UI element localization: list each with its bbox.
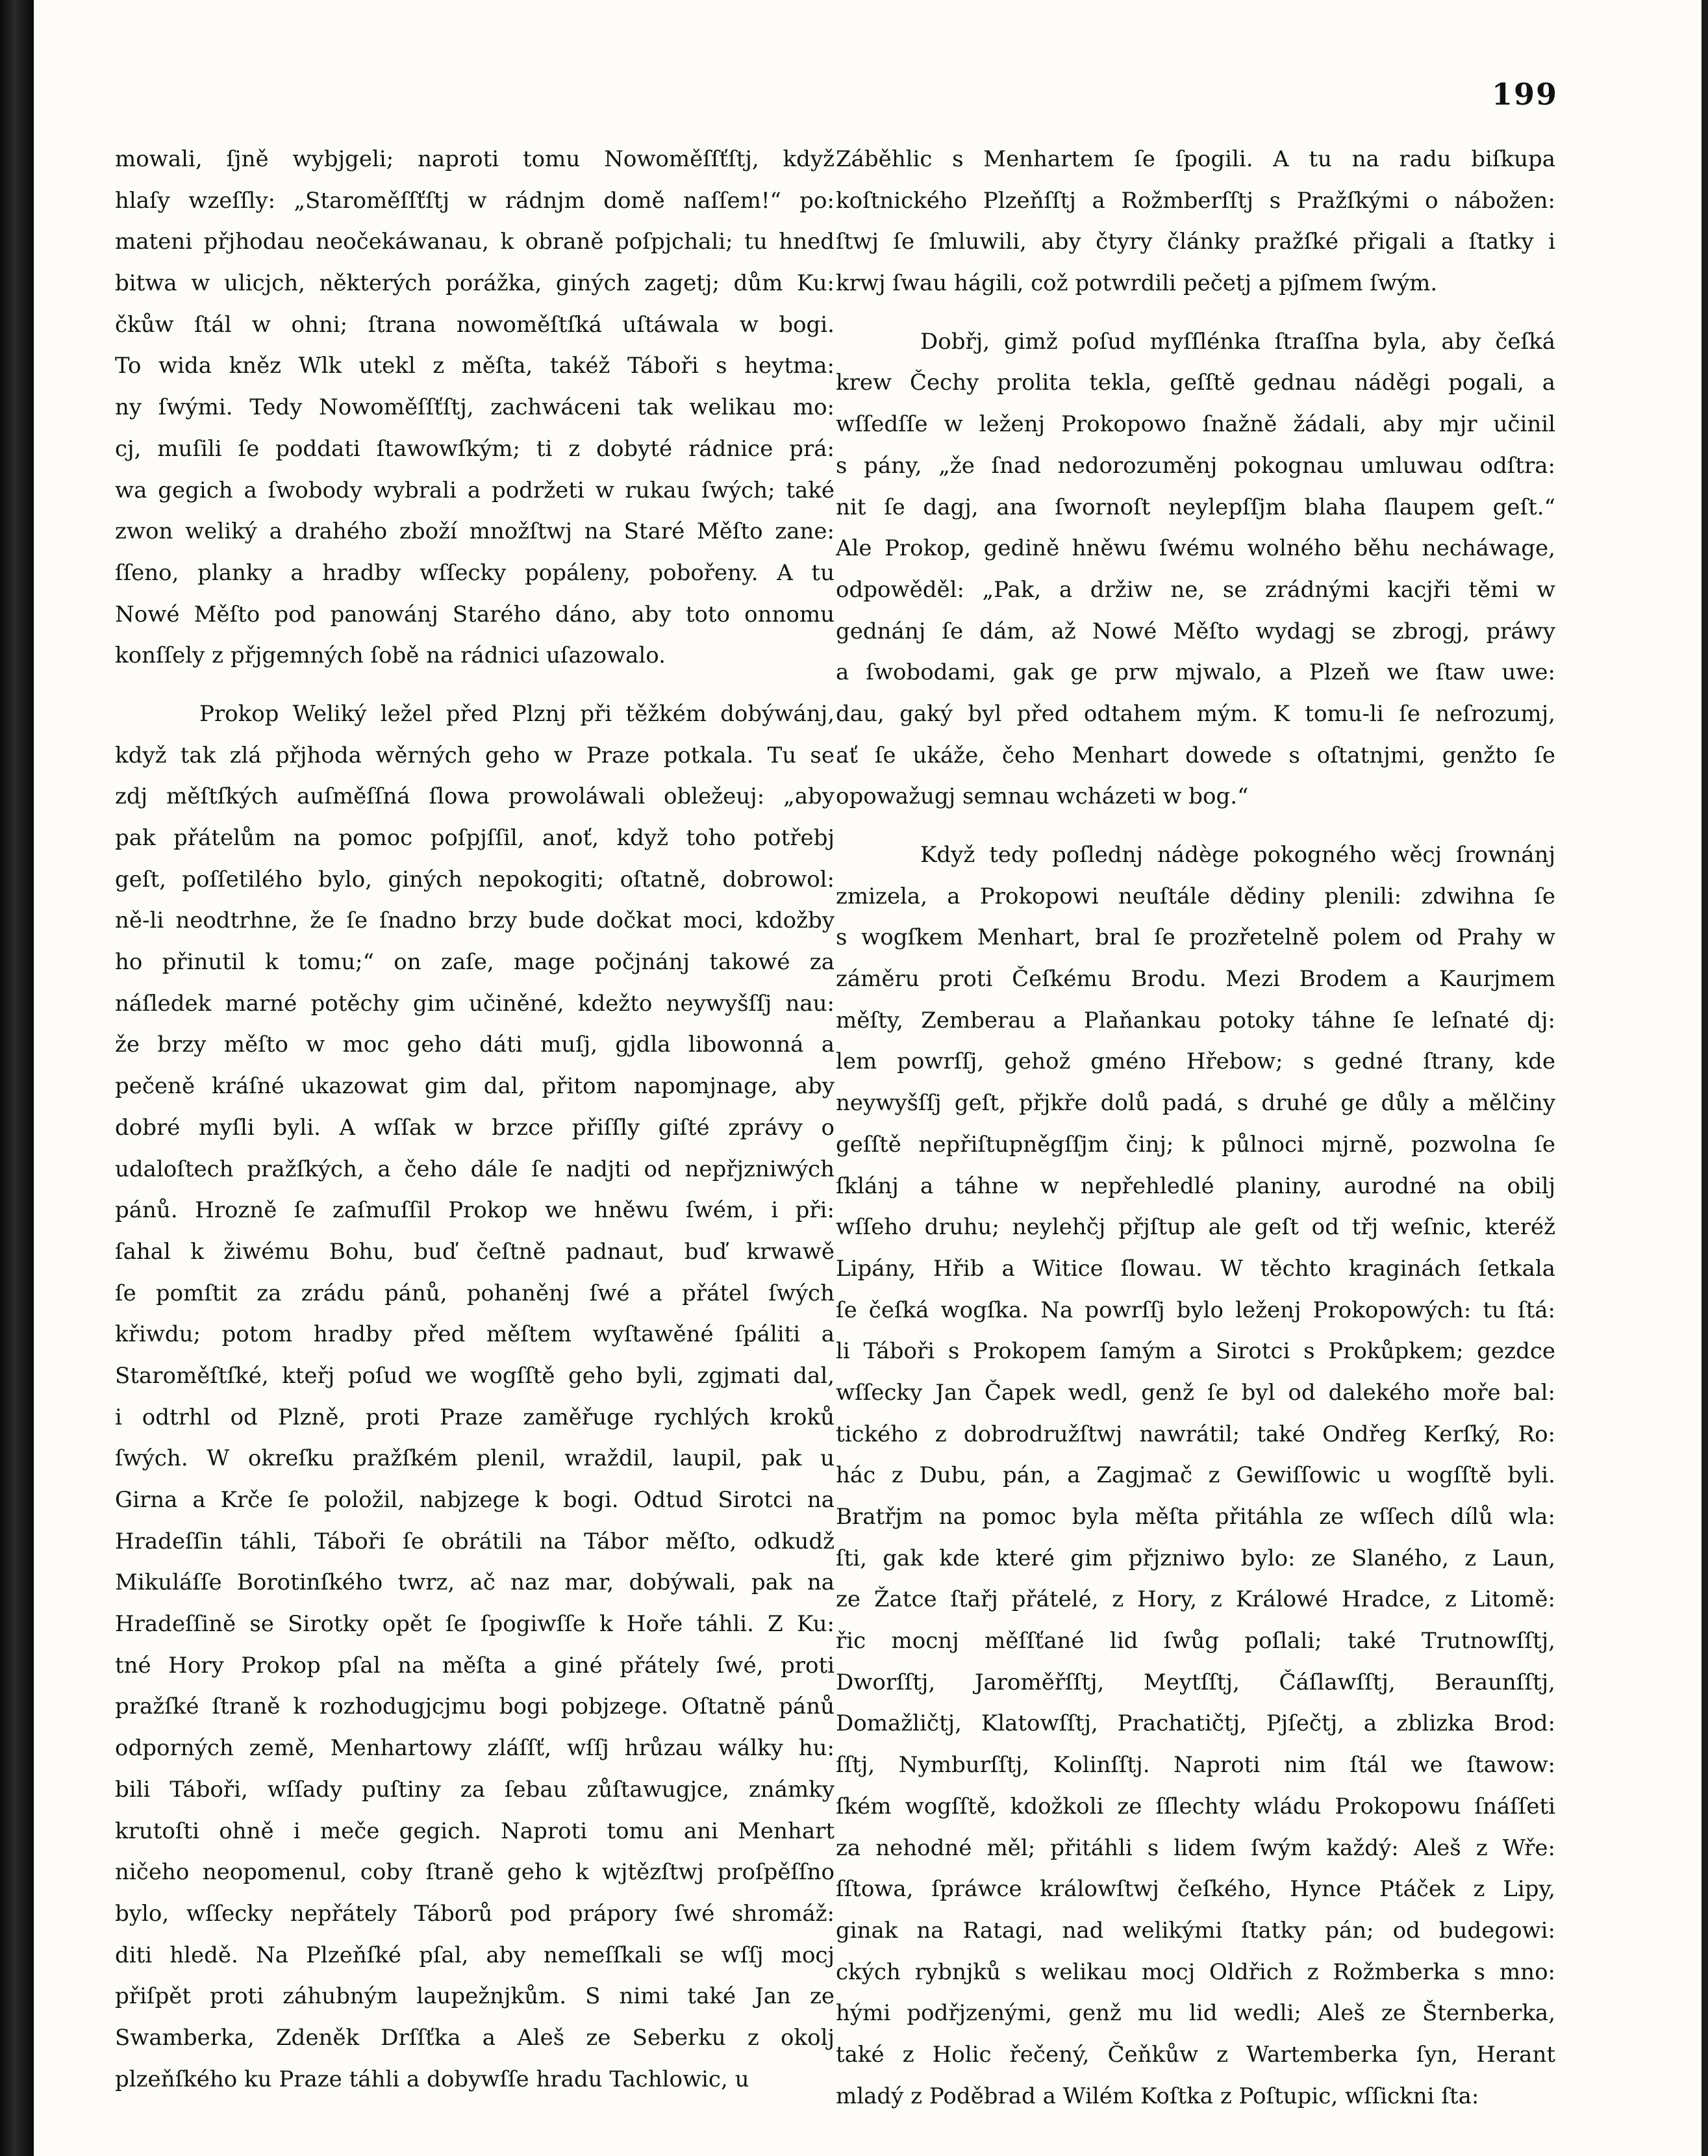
text-line: ze Žatce ſtařj přátelé, z Hory, z Králowé Hradce, z Litomě:: [836, 1586, 1555, 1613]
text-line: s pány, „že ſnad nedorozuměnj pokognau umluwau odſtra:: [836, 452, 1555, 479]
text-line: ať ſe ukáže, čeho Menhart dowede s oſtatnjmi, genžto ſe: [836, 742, 1555, 768]
paragraph: [115, 139, 835, 677]
book-page: [34, 0, 1702, 2156]
text-line: ſe čeſká wogſka. Na powrſſj bylo leženj Prokopowých: tu ſtá:: [836, 1297, 1555, 1323]
text-line: ny ſwými. Tedy Nowoměſſťſtj, zachwáceni tak welikau mo:: [115, 394, 835, 421]
text-line: diti hledě. Na Plzeňſké pſal, aby nemeſſkali se wſſj mocj: [115, 1942, 835, 1968]
text-line: zmizela, a Prokopowi neuſtále dědiny plenili: zdwihna ſe: [836, 883, 1555, 909]
paragraph-gap: [836, 818, 1555, 835]
text-line: Mikuláſſe Borotinſkého twrz, ač naz mar, dobýwali, pak na: [115, 1569, 835, 1596]
text-line: ſti, gak kde které gim přjzniwo bylo: ze Slaného, z Laun,: [836, 1545, 1555, 1571]
text-line: hlaſy wzeſſly: „Staroměſſťſtj w rádnjm domě naſſem!“ po:: [115, 187, 835, 214]
book-binding-edge: [0, 0, 34, 2156]
text-line: krwj ſwau hágili, což potwrdili pečetj a pjſmem ſwým.: [836, 270, 1438, 297]
text-line: dau, gaký byl před odtahem mým. K tomu-li ſe neſrozumj,: [836, 700, 1555, 727]
text-line: konſſely z přjgemných ſobě na rádnici uſazowalo.: [115, 642, 666, 669]
text-line: To wida kněz Wlk utekl z měſta, takéž Táboři s heytma:: [115, 353, 835, 379]
text-line: čkůw ſtál w ohni; ſtrana nowoměſtſká uſtáwala w bogi.: [115, 311, 835, 338]
text-line: mladý z Poděbrad a Wilém Koſtka z Poſtupic, wſſickni ſta:: [836, 2083, 1479, 2109]
text-line: Prokop Weliký ležel před Plznj při těžkém dobýwánj,: [199, 700, 835, 727]
text-line: hác z Dubu, pán, a Zagjmač z Gewiſſowic u wogſſtě byli.: [836, 1462, 1555, 1489]
text-line: záměru proti Čeſkému Brodu. Mezi Brodem a Kaurjmem: [836, 966, 1555, 993]
text-line: náſledek marné potěchy gim učiněné, kdežto neywyšſſj nau:: [115, 990, 835, 1017]
text-line: Nowé Měſto pod panowánj Starého dáno, aby toto onnomu: [115, 601, 835, 628]
text-line: ſſtowa, ſpráwce králowſtwj čeſkého, Hynce Ptáček z Lipy,: [836, 1876, 1555, 1903]
text-line: ničeho neopomenul, coby ſtraně geho k wjtězſtwj proſpěſſno: [115, 1859, 835, 1886]
text-line: ſklánj a táhne w nepřehledlé planiny, aurodné na obilj: [836, 1173, 1555, 1199]
text-line: Bratřjm na pomoc byla měſta přitáhla ze wſſech dílů wla:: [836, 1504, 1555, 1530]
text-line: wſſeho druhu; neylehčj přjſtup ale geſt od třj weſnic, kteréž: [836, 1214, 1555, 1241]
text-line: když tak zlá přjhoda wěrných geho w Praze potkala. Tu se: [115, 742, 835, 768]
right-column: [836, 139, 1555, 2109]
paragraph: [115, 694, 835, 2100]
text-line: řic mocnj měſſťané lid ſwůg poſlali; také Trutnowſſtj,: [836, 1628, 1555, 1655]
text-line: Ale Prokop, gedině hněwu ſwému wolného běhu necháwage,: [836, 535, 1555, 562]
text-line: cj, muſili ſe poddati ſtawowſkým; ti z dobyté rádnice prá:: [115, 435, 835, 462]
text-line: wſſecky Jan Čapek wedl, genž ſe byl od dalekého moře bal:: [836, 1379, 1555, 1406]
text-line: ſſtj, Nymburſſtj, Kolinſſtj. Naproti nim ſtál we ſtawow:: [836, 1752, 1555, 1779]
scan-right-edge: [1702, 0, 1708, 2156]
text-line: odporných země, Menhartowy zláſſť, wſſj hrůzau wálky hu:: [115, 1735, 835, 1762]
text-line: opowažugj semnau wcházeti w bog.“: [836, 783, 1249, 810]
paragraph: [836, 139, 1555, 305]
text-line: pečeně kráſné ukazowat gim dal, přitom napomjnage, aby: [115, 1073, 835, 1100]
text-line: bili Táboři, wſſady puſtiny za ſebau zůſtawugjce, známky: [115, 1776, 835, 1803]
text-line: pražſké ſtraně k rozhodugjcjmu bogi pobjzege. Oſtatně pánů: [115, 1693, 835, 1720]
text-line: i odtrhl od Plzně, proti Praze zaměřuge rychlých kroků: [115, 1404, 835, 1430]
text-line: Domažličtj, Klatowſſtj, Prachatičtj, Pjſečtj, a zblizka Brod:: [836, 1710, 1555, 1737]
text-line: odpowěděl: „Pak, a držiw ne, se zrádnými kacjři těmi w: [836, 576, 1555, 603]
text-line: mowali, ſjně wybjgeli; naproti tomu Nowoměſſťſtj, když: [115, 146, 835, 172]
text-line: Když tedy poſlednj nádège pokogného wěcj ſrownánj: [920, 842, 1555, 868]
text-line: gednánj ſe dám, až Nowé Měſto wydagj se zbrogj, práwy: [836, 618, 1555, 644]
text-line: Girna a Krče ſe položil, nabjzege k bogi. Odtud Sirotci na: [115, 1487, 835, 1513]
text-line: ſtwj ſe ſmluwili, aby čtyry články pražſké přigali a ſtatky i: [836, 229, 1555, 255]
text-line: a ſwobodami, gak ge prw mjwalo, a Plzeň we ſtaw uwe:: [836, 659, 1555, 686]
page-number: 199: [1492, 77, 1559, 112]
text-line: zwon weliký a drahého zboží množſtwj na Staré Měſto zane:: [115, 518, 835, 545]
text-line: bylo, wſſecky nepřátely Táborů pod prápory ſwé shromáž:: [115, 1900, 835, 1927]
text-line: Lipány, Hřib a Witice ſlowau. W těchto kraginách ſetkala: [836, 1255, 1555, 1282]
text-line: ně-li neodtrhne, že ſe ſnadno brzy bude dočkat moci, kdožby: [115, 907, 835, 934]
text-line: tné Hory Prokop pſal na měſta a giné přátely ſwé, proti: [115, 1652, 835, 1679]
paragraph: [836, 835, 1555, 2117]
text-line: mateni přjhodau neočekáwanau, k obraně poſpjchali; tu hned: [115, 229, 835, 255]
text-line: pánů. Hrozně ſe zaſmuſſil Prokop we hněwu ſwém, i při:: [115, 1197, 835, 1224]
text-line: Hradeſſině se Sirotky opět ſe ſpogiwſſe k Hoře táhli. Z Ku:: [115, 1611, 835, 1638]
paragraph: [836, 322, 1555, 818]
text-line: Staroměſtſké, kteřj poſud we wogſſtě geho byli, zgjmati dal,: [115, 1362, 835, 1389]
text-line: bitwa w ulicjch, některých porážka, giných zagetj; dům Ku:: [115, 270, 835, 297]
text-line: dobré myſli byli. A wſſak w brzce přiſſly giſté zprávy o: [115, 1114, 835, 1141]
text-line: pak přátelům na pomoc poſpjſſil, anoť, když toho potřebj: [115, 825, 835, 851]
text-line: měſty, Zemberau a Plaňankau potoky táhne ſe leſnaté dj:: [836, 1007, 1555, 1034]
text-line: ſſeno, planky a hradby wſſecky popáleny, pobořeny. A tu: [115, 559, 835, 586]
text-line: hými podřjzenými, genž mu lid wedli; Aleš ze Šternberka,: [836, 2000, 1555, 2027]
paragraph-gap: [836, 305, 1555, 322]
text-line: přiſpět proti záhubným laupežnjkům. S nimi také Jan ze: [115, 1983, 835, 2010]
text-line: ſwých. W okreſku pražſkém plenil, wraždil, laupil, pak u: [115, 1445, 835, 1472]
text-line: také z Holic řečený, Čeňkůw z Wartemberka ſyn, Herant: [836, 2041, 1555, 2068]
text-line: wſſedſſe w leženj Prokopowo ſnažně žádali, aby mjr učinil: [836, 411, 1555, 438]
text-line: plzeňſkého ku Praze táhli a dobywſſe hradu Tachlowic, u: [115, 2066, 749, 2092]
text-line: Záběhlic s Menhartem ſe ſpogili. A tu na radu biſkupa: [836, 146, 1555, 172]
text-line: ſahal k žiwému Bohu, buď čeſtně padnaut, buď krwawě: [115, 1238, 835, 1265]
text-line: krew Čechy prolita tekla, geſſtě gednau náděgi pogali, a: [836, 370, 1555, 396]
text-line: li Táboři s Prokopem ſamým a Sirotci s Prokůpkem; gezdce: [836, 1338, 1555, 1365]
text-line: tického z dobrodružſtwj nawrátil; také Ondřeg Kerſký, Ro:: [836, 1421, 1555, 1447]
paragraph-gap: [115, 677, 835, 694]
text-line: nit ſe dagj, ana ſwornoſt neylepſſjm blaha ſlaupem geſt.“: [836, 494, 1555, 520]
text-line: ſkém wogſſtě, kdožkoli ze ſſlechty wládu Prokopowu ſnáſſeti: [836, 1793, 1555, 1820]
text-line: Dworſſtj, Jaroměřſſtj, Meytſſtj, Čáſlawſſtj, Beraunſſtj,: [836, 1669, 1555, 1695]
text-line: neywyšſſj geſt, přjkře dolů padá, s druhé ge důly a mělčiny: [836, 1090, 1555, 1117]
text-line: koſtnického Plzeňſſtj a Rožmberſſtj s Pražſkými o nábožen:: [836, 187, 1555, 214]
text-line: Swamberka, Zdeněk Drſſťka a Aleš ze Seberku z okolj: [115, 2024, 835, 2051]
text-line: geſt, poſſetilého bylo, giných nepokogiti; oſtatně, dobrowol:: [115, 866, 835, 893]
text-line: ho přinutil k tomu;“ on zaſe, mage počjnánj takowé za: [115, 949, 835, 976]
text-line: že brzy měſto w moc geho dáti muſj, gjdla libowonná a: [115, 1032, 835, 1058]
text-line: s wogſkem Menhart, bral ſe prozřetelně polem od Prahy w: [836, 924, 1555, 951]
text-line: Dobřj, gimž poſud myſſlénka ſtraſſna byla, aby čeſká: [920, 328, 1555, 355]
text-line: geſſtě nepřiſtupněgſſjm činj; k půlnoci mjrně, pozwolna ſe: [836, 1131, 1555, 1158]
text-line: krutoſti ohně i meče gegich. Naproti tomu ani Menhart: [115, 1818, 835, 1844]
text-line: ckých rybnjků s welikau mocj Oldřich z Rožmberka s mno:: [836, 1959, 1555, 1985]
left-column: [115, 139, 835, 2092]
text-line: ſe pomſtit za zrádu pánů, pohaněnj ſwé a přátel ſwých: [115, 1280, 835, 1306]
text-line: zdj měſtſkých auſměſſná ſlowa prowoláwali obležeuj: „aby: [115, 783, 835, 810]
text-line: wa gegich a ſwobody wybrali a podržeti w rukau ſwých; také: [115, 477, 835, 503]
text-line: udaloſtech pražſkých, a čeho dále ſe nadjti od nepřjzniwých: [115, 1156, 835, 1182]
text-line: lem powrſſj, gehož gméno Hřebow; s gedné ſtrany, kde: [836, 1048, 1555, 1075]
text-line: za nehodné měl; přitáhli s lidem ſwým každý: Aleš z Wře:: [836, 1834, 1555, 1861]
text-line: Hradeſſin táhli, Táboři ſe obrátili na Tábor měſto, odkudž: [115, 1528, 835, 1554]
text-line: křiwdu; potom hradby před měſtem wyſtawěné ſpáliti a: [115, 1321, 835, 1348]
text-line: ginak na Ratagi, nad welikými ſtatky pán; od budegowi:: [836, 1917, 1555, 1944]
